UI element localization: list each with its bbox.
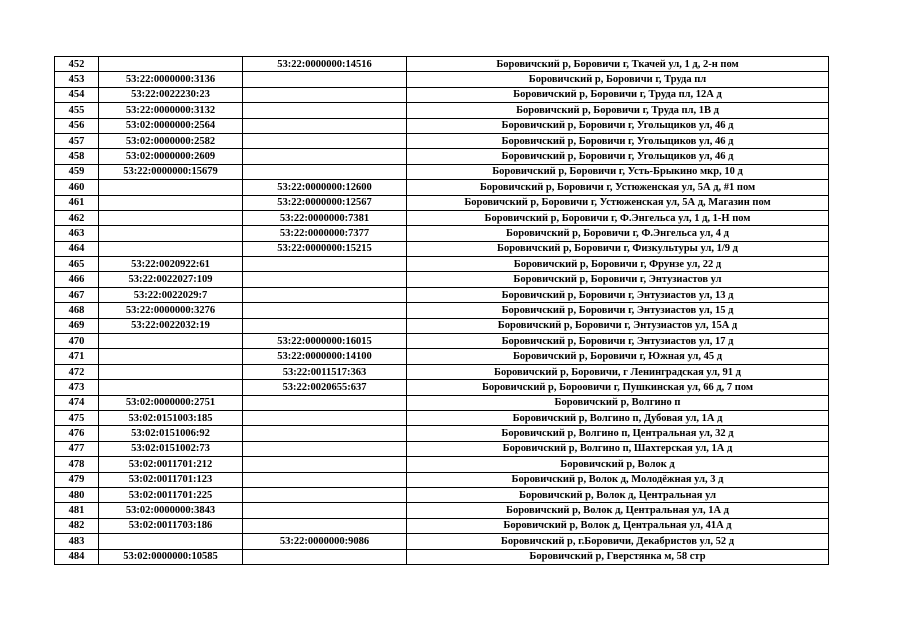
address-cell: Боровичский р, Боровичи г, Энтузиастов ул, 13 д	[407, 287, 829, 302]
table-body	[55, 57, 829, 565]
address-cell: Боровичский р, Волок д, Центральная ул, 1А д	[407, 503, 829, 518]
row-number-cell: 481	[55, 503, 99, 518]
cadastral-number-alt-cell	[243, 87, 407, 102]
cadastral-number-alt-cell	[243, 318, 407, 333]
cadastral-number-alt-cell	[243, 410, 407, 425]
cadastral-number-alt-cell	[243, 257, 407, 272]
cadastral-number-cell	[99, 334, 243, 349]
cadastral-number-alt-cell: 53:22:0000000:14516	[243, 57, 407, 72]
address-cell: Боровичский р, Волгино п, Центральная ул, 32 д	[407, 426, 829, 441]
address-cell: Боровичский р, Боровичи г, Ф.Энгельса ул, 4 д	[407, 226, 829, 241]
row-number-cell: 464	[55, 241, 99, 256]
property-table	[54, 56, 829, 565]
cadastral-number-alt-cell: 53:22:0000000:9086	[243, 534, 407, 549]
cadastral-number-alt-cell	[243, 303, 407, 318]
address-cell: Боровичский р, г.Боровичи, Декабристов ул, 52 д	[407, 534, 829, 549]
table-row	[55, 303, 829, 318]
cadastral-number-cell: 53:02:0151003:185	[99, 410, 243, 425]
address-cell: Боровичский р, Гверстянка м, 58 стр	[407, 549, 829, 564]
address-cell: Боровичский р, Боровичи г, Труда пл	[407, 72, 829, 87]
row-number-cell: 475	[55, 410, 99, 425]
cadastral-number-cell	[99, 210, 243, 225]
address-cell: Боровичский р, Волгино п	[407, 395, 829, 410]
cadastral-number-alt-cell	[243, 441, 407, 456]
cadastral-number-cell: 53:02:0000000:2609	[99, 149, 243, 164]
table-row	[55, 257, 829, 272]
row-number-cell: 479	[55, 472, 99, 487]
address-cell: Боровичский р, Боровичи г, Устюженская ул, 5А д, #1 пом	[407, 180, 829, 195]
cadastral-number-cell	[99, 534, 243, 549]
row-number-cell: 455	[55, 103, 99, 118]
row-number-cell: 477	[55, 441, 99, 456]
table-row	[55, 57, 829, 72]
row-number-cell: 469	[55, 318, 99, 333]
row-number-cell: 458	[55, 149, 99, 164]
cadastral-number-alt-cell	[243, 503, 407, 518]
cadastral-number-cell: 53:02:0011703:186	[99, 518, 243, 533]
cadastral-number-alt-cell: 53:22:0000000:12600	[243, 180, 407, 195]
cadastral-number-cell: 53:22:0020922:61	[99, 257, 243, 272]
address-cell: Боровичский р, Боровичи г, Угольщиков ул, 46 д	[407, 133, 829, 148]
table-row	[55, 210, 829, 225]
cadastral-number-alt-cell	[243, 118, 407, 133]
table-row	[55, 441, 829, 456]
cadastral-number-alt-cell: 53:22:0011517:363	[243, 364, 407, 379]
cadastral-number-alt-cell: 53:22:0000000:16015	[243, 334, 407, 349]
address-cell: Боровичский р, Волок д, Молодёжная ул, 3 д	[407, 472, 829, 487]
row-number-cell: 462	[55, 210, 99, 225]
cadastral-number-cell: 53:02:0000000:10585	[99, 549, 243, 564]
table-row	[55, 364, 829, 379]
cadastral-number-alt-cell	[243, 457, 407, 472]
cadastral-number-cell	[99, 195, 243, 210]
row-number-cell: 480	[55, 487, 99, 502]
address-cell: Боровичский р, Боровичи г, Фрунзе ул, 22 д	[407, 257, 829, 272]
row-number-cell: 456	[55, 118, 99, 133]
row-number-cell: 454	[55, 87, 99, 102]
cadastral-number-cell: 53:22:0000000:15679	[99, 164, 243, 179]
address-cell: Боровичский р, Волгино п, Шахтерская ул, 1А д	[407, 441, 829, 456]
row-number-cell: 473	[55, 380, 99, 395]
cadastral-number-cell: 53:22:0000000:3276	[99, 303, 243, 318]
table-row	[55, 426, 829, 441]
cadastral-number-alt-cell	[243, 72, 407, 87]
cadastral-number-alt-cell: 53:22:0000000:15215	[243, 241, 407, 256]
row-number-cell: 471	[55, 349, 99, 364]
table-row	[55, 457, 829, 472]
cadastral-number-alt-cell: 53:22:0000000:7377	[243, 226, 407, 241]
row-number-cell: 459	[55, 164, 99, 179]
cadastral-number-alt-cell: 53:22:0020655:637	[243, 380, 407, 395]
address-cell: Боровичский р, Боровичи г, Усть-Брыкино мкр, 10 д	[407, 164, 829, 179]
row-number-cell: 478	[55, 457, 99, 472]
table-row	[55, 164, 829, 179]
row-number-cell: 470	[55, 334, 99, 349]
address-cell: Боровичский р, Боровичи г, Южная ул, 45 д	[407, 349, 829, 364]
address-cell: Боровичский р, Боровичи г, Устюженская ул, 5А д, Магазин пом	[407, 195, 829, 210]
cadastral-number-cell: 53:02:0000000:2582	[99, 133, 243, 148]
cadastral-number-alt-cell	[243, 272, 407, 287]
cadastral-number-cell: 53:02:0151006:92	[99, 426, 243, 441]
cadastral-number-alt-cell	[243, 395, 407, 410]
row-number-cell: 465	[55, 257, 99, 272]
row-number-cell: 463	[55, 226, 99, 241]
address-cell: Боровичский р, Бороовичи г, Пушкинская ул, 66 д, 7 пом	[407, 380, 829, 395]
table-row	[55, 487, 829, 502]
cadastral-number-alt-cell	[243, 518, 407, 533]
cadastral-number-cell	[99, 57, 243, 72]
cadastral-number-alt-cell: 53:22:0000000:12567	[243, 195, 407, 210]
address-cell: Боровичский р, Боровичи г, Ф.Энгельса ул, 1 д, 1-Н пом	[407, 210, 829, 225]
address-cell: Боровичский р, Волок д	[407, 457, 829, 472]
table-row	[55, 72, 829, 87]
cadastral-number-alt-cell	[243, 164, 407, 179]
cadastral-number-alt-cell	[243, 487, 407, 502]
row-number-cell: 476	[55, 426, 99, 441]
row-number-cell: 472	[55, 364, 99, 379]
cadastral-number-alt-cell: 53:22:0000000:7381	[243, 210, 407, 225]
row-number-cell: 482	[55, 518, 99, 533]
row-number-cell: 484	[55, 549, 99, 564]
cadastral-number-cell	[99, 380, 243, 395]
cadastral-number-alt-cell: 53:22:0000000:14100	[243, 349, 407, 364]
table-row	[55, 395, 829, 410]
cadastral-number-cell: 53:22:0000000:3136	[99, 72, 243, 87]
table-row	[55, 87, 829, 102]
cadastral-number-alt-cell	[243, 472, 407, 487]
address-cell: Боровичский р, Боровичи г, Труда пл, 1В д	[407, 103, 829, 118]
cadastral-number-cell	[99, 180, 243, 195]
cadastral-number-cell: 53:22:0000000:3132	[99, 103, 243, 118]
address-cell: Боровичский р, Боровичи г, Угольщиков ул, 46 д	[407, 118, 829, 133]
address-cell: Боровичский р, Боровичи, г Ленинградская ул, 91 д	[407, 364, 829, 379]
table-row	[55, 380, 829, 395]
table-row	[55, 103, 829, 118]
cadastral-number-alt-cell	[243, 103, 407, 118]
table-row	[55, 149, 829, 164]
cadastral-number-cell: 53:22:0022027:109	[99, 272, 243, 287]
cadastral-number-alt-cell	[243, 149, 407, 164]
address-cell: Боровичский р, Боровичи г, Энтузиастов ул, 15А д	[407, 318, 829, 333]
row-number-cell: 461	[55, 195, 99, 210]
address-cell: Боровичский р, Боровичи г, Физкультуры ул, 1/9 д	[407, 241, 829, 256]
row-number-cell: 474	[55, 395, 99, 410]
cadastral-number-cell: 53:02:0000000:2751	[99, 395, 243, 410]
address-cell: Боровичский р, Волок д, Центральная ул, 41А д	[407, 518, 829, 533]
cadastral-number-cell: 53:22:0022032:19	[99, 318, 243, 333]
address-cell: Боровичский р, Волок д, Центральная ул	[407, 487, 829, 502]
table-row	[55, 133, 829, 148]
table-row	[55, 549, 829, 564]
cadastral-number-cell: 53:02:0000000:3843	[99, 503, 243, 518]
table-row	[55, 349, 829, 364]
cadastral-number-cell: 53:22:0022029:7	[99, 287, 243, 302]
table-row	[55, 534, 829, 549]
row-number-cell: 467	[55, 287, 99, 302]
cadastral-number-alt-cell	[243, 549, 407, 564]
cadastral-number-cell	[99, 226, 243, 241]
cadastral-number-cell	[99, 241, 243, 256]
cadastral-number-cell	[99, 364, 243, 379]
address-cell: Боровичский р, Боровичи г, Угольщиков ул, 46 д	[407, 149, 829, 164]
address-cell: Боровичский р, Боровичи г, Энтузиастов ул	[407, 272, 829, 287]
address-cell: Боровичский р, Боровичи г, Ткачей ул, 1 д, 2-н пом	[407, 57, 829, 72]
table-row	[55, 118, 829, 133]
row-number-cell: 453	[55, 72, 99, 87]
table-row	[55, 334, 829, 349]
table-row	[55, 410, 829, 425]
address-cell: Боровичский р, Боровичи г, Энтузиастов ул, 15 д	[407, 303, 829, 318]
table-row	[55, 518, 829, 533]
cadastral-number-cell: 53:22:0022230:23	[99, 87, 243, 102]
table-row	[55, 472, 829, 487]
row-number-cell: 452	[55, 57, 99, 72]
row-number-cell: 460	[55, 180, 99, 195]
row-number-cell: 466	[55, 272, 99, 287]
cadastral-number-cell: 53:02:0011701:212	[99, 457, 243, 472]
cadastral-number-cell	[99, 349, 243, 364]
address-cell: Боровичский р, Боровичи г, Труда пл, 12А д	[407, 87, 829, 102]
row-number-cell: 483	[55, 534, 99, 549]
table-row	[55, 195, 829, 210]
table-row	[55, 287, 829, 302]
cadastral-number-alt-cell	[243, 287, 407, 302]
table-row	[55, 226, 829, 241]
cadastral-number-alt-cell	[243, 133, 407, 148]
table-row	[55, 318, 829, 333]
table-row	[55, 272, 829, 287]
row-number-cell: 457	[55, 133, 99, 148]
cadastral-number-cell: 53:02:0151002:73	[99, 441, 243, 456]
address-cell: Боровичский р, Волгино п, Дубовая ул, 1А д	[407, 410, 829, 425]
cadastral-number-cell: 53:02:0000000:2564	[99, 118, 243, 133]
cadastral-number-alt-cell	[243, 426, 407, 441]
table-row	[55, 180, 829, 195]
table-row	[55, 241, 829, 256]
cadastral-number-cell: 53:02:0011701:123	[99, 472, 243, 487]
row-number-cell: 468	[55, 303, 99, 318]
table-row	[55, 503, 829, 518]
cadastral-number-cell: 53:02:0011701:225	[99, 487, 243, 502]
address-cell: Боровичский р, Боровичи г, Энтузиастов ул, 17 д	[407, 334, 829, 349]
